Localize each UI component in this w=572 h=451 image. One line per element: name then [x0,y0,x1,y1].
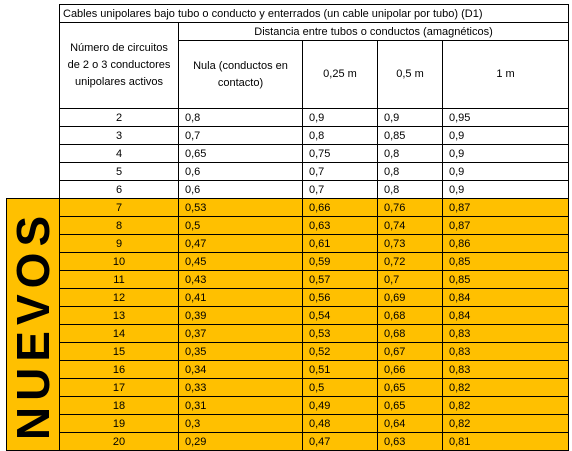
blank-cell [7,41,60,109]
column-header-025m: 0,25 m [303,41,378,109]
factor-cell: 0,59 [303,253,378,271]
factor-cell: 0,9 [443,181,569,199]
factor-cell: 0,81 [443,433,569,451]
factor-cell: 0,51 [303,361,378,379]
blank-cell [7,145,60,163]
table-row [7,199,569,217]
factor-cell: 0,47 [303,433,378,451]
factor-cell: 0,82 [443,415,569,433]
factor-cell: 0,37 [179,325,303,343]
factor-cell: 0,82 [443,379,569,397]
factor-cell: 0,65 [378,379,443,397]
table-row [7,289,569,307]
table-row [7,181,569,199]
factor-cell: 0,68 [378,307,443,325]
factor-cell: 0,31 [179,397,303,415]
circuit-count-cell: 16 [60,361,179,379]
factor-cell: 0,68 [378,325,443,343]
circuit-count-cell: 2 [60,109,179,127]
blank-cell [7,109,60,127]
table-row [7,217,569,235]
factor-cell: 0,73 [378,235,443,253]
factor-cell: 0,8 [303,127,378,145]
blank-cell [7,23,60,41]
factor-cell: 0,74 [378,217,443,235]
factor-cell: 0,8 [378,163,443,181]
row-header-circuits: Número de circuitos de 2 o 3 conductores unipolares activos [60,23,179,109]
factor-cell: 0,83 [443,325,569,343]
factor-cell: 0,8 [378,145,443,163]
factor-cell: 0,63 [378,433,443,451]
column-header-1m: 1 m [443,41,569,109]
column-header-05m: 0,5 m [378,41,443,109]
factor-cell: 0,49 [303,397,378,415]
factor-cell: 0,7 [303,181,378,199]
column-header-nula: Nula (conductos en contacto) [179,41,303,109]
blank-cell [7,163,60,181]
factor-cell: 0,61 [303,235,378,253]
factor-cell: 0,45 [179,253,303,271]
circuit-count-cell: 18 [60,397,179,415]
circuit-count-cell: 5 [60,163,179,181]
sheet-area [6,4,569,451]
factor-cell: 0,87 [443,217,569,235]
circuit-count-cell: 13 [60,307,179,325]
factor-cell: 0,57 [303,271,378,289]
circuit-count-cell: 8 [60,217,179,235]
circuit-count-cell: 19 [60,415,179,433]
factor-cell: 0,67 [378,343,443,361]
factor-cell: 0,66 [303,199,378,217]
factor-cell: 0,9 [303,109,378,127]
factor-cell: 0,6 [179,181,303,199]
factor-cell: 0,9 [443,163,569,181]
table-row [7,343,569,361]
table-row [7,163,569,181]
factor-cell: 0,9 [378,109,443,127]
blank-cell [7,127,60,145]
factor-cell: 0,53 [179,199,303,217]
caption-row [7,5,569,23]
nuevos-label: NUEVOS [7,209,59,440]
factor-cell: 0,52 [303,343,378,361]
table-row [7,127,569,145]
factor-cell: 0,41 [179,289,303,307]
factor-cell: 0,85 [443,271,569,289]
factor-cell: 0,8 [179,109,303,127]
reduction-factor-table [6,4,569,451]
blank-cell [7,5,60,23]
factor-cell: 0,56 [303,289,378,307]
factor-cell: 0,6 [179,163,303,181]
factor-cell: 0,7 [179,127,303,145]
circuit-count-cell: 10 [60,253,179,271]
table-row [7,145,569,163]
factor-cell: 0,9 [443,145,569,163]
circuit-count-cell: 17 [60,379,179,397]
factor-cell: 0,65 [378,397,443,415]
factor-cell: 0,75 [303,145,378,163]
table-caption: Cables unipolares bajo tubo o conducto y enterrados (un cable unipolar por tubo) (D1) [60,5,569,23]
blank-cell [7,181,60,199]
factor-cell: 0,5 [179,217,303,235]
factor-cell: 0,34 [179,361,303,379]
factor-cell: 0,84 [443,307,569,325]
table-row [7,397,569,415]
factor-cell: 0,35 [179,343,303,361]
table-row [7,253,569,271]
factor-cell: 0,85 [378,127,443,145]
table-row [7,433,569,451]
circuit-count-cell: 12 [60,289,179,307]
factor-cell: 0,82 [443,397,569,415]
factor-cell: 0,84 [443,289,569,307]
factor-cell: 0,83 [443,343,569,361]
factor-cell: 0,86 [443,235,569,253]
table-row [7,415,569,433]
factor-cell: 0,3 [179,415,303,433]
circuit-count-cell: 4 [60,145,179,163]
table-row [7,325,569,343]
table-row [7,271,569,289]
factor-cell: 0,83 [443,361,569,379]
factor-cell: 0,65 [179,145,303,163]
circuit-count-cell: 11 [60,271,179,289]
factor-cell: 0,85 [443,253,569,271]
factor-cell: 0,53 [303,325,378,343]
table-row [7,235,569,253]
table-row [7,379,569,397]
factor-cell: 0,7 [303,163,378,181]
factor-cell: 0,95 [443,109,569,127]
factor-cell: 0,76 [378,199,443,217]
circuit-count-cell: 14 [60,325,179,343]
factor-cell: 0,54 [303,307,378,325]
circuit-count-cell: 20 [60,433,179,451]
factor-cell: 0,8 [378,181,443,199]
circuit-count-cell: 9 [60,235,179,253]
factor-cell: 0,5 [303,379,378,397]
factor-cell: 0,66 [378,361,443,379]
factor-cell: 0,7 [378,271,443,289]
nuevos-side-label-cell [7,199,60,451]
table-row [7,307,569,325]
table-row [7,361,569,379]
group-header-distance: Distancia entre tubos o conductos (amagnéticos) [179,23,569,41]
factor-cell: 0,29 [179,433,303,451]
factor-cell: 0,39 [179,307,303,325]
factor-cell: 0,47 [179,235,303,253]
table-row [7,109,569,127]
factor-cell: 0,48 [303,415,378,433]
factor-cell: 0,69 [378,289,443,307]
factor-cell: 0,43 [179,271,303,289]
group-header-row [7,23,569,41]
circuit-count-cell: 3 [60,127,179,145]
factor-cell: 0,64 [378,415,443,433]
circuit-count-cell: 15 [60,343,179,361]
circuit-count-cell: 7 [60,199,179,217]
factor-cell: 0,63 [303,217,378,235]
circuit-count-cell: 6 [60,181,179,199]
factor-cell: 0,33 [179,379,303,397]
factor-cell: 0,72 [378,253,443,271]
factor-cell: 0,9 [443,127,569,145]
factor-cell: 0,87 [443,199,569,217]
